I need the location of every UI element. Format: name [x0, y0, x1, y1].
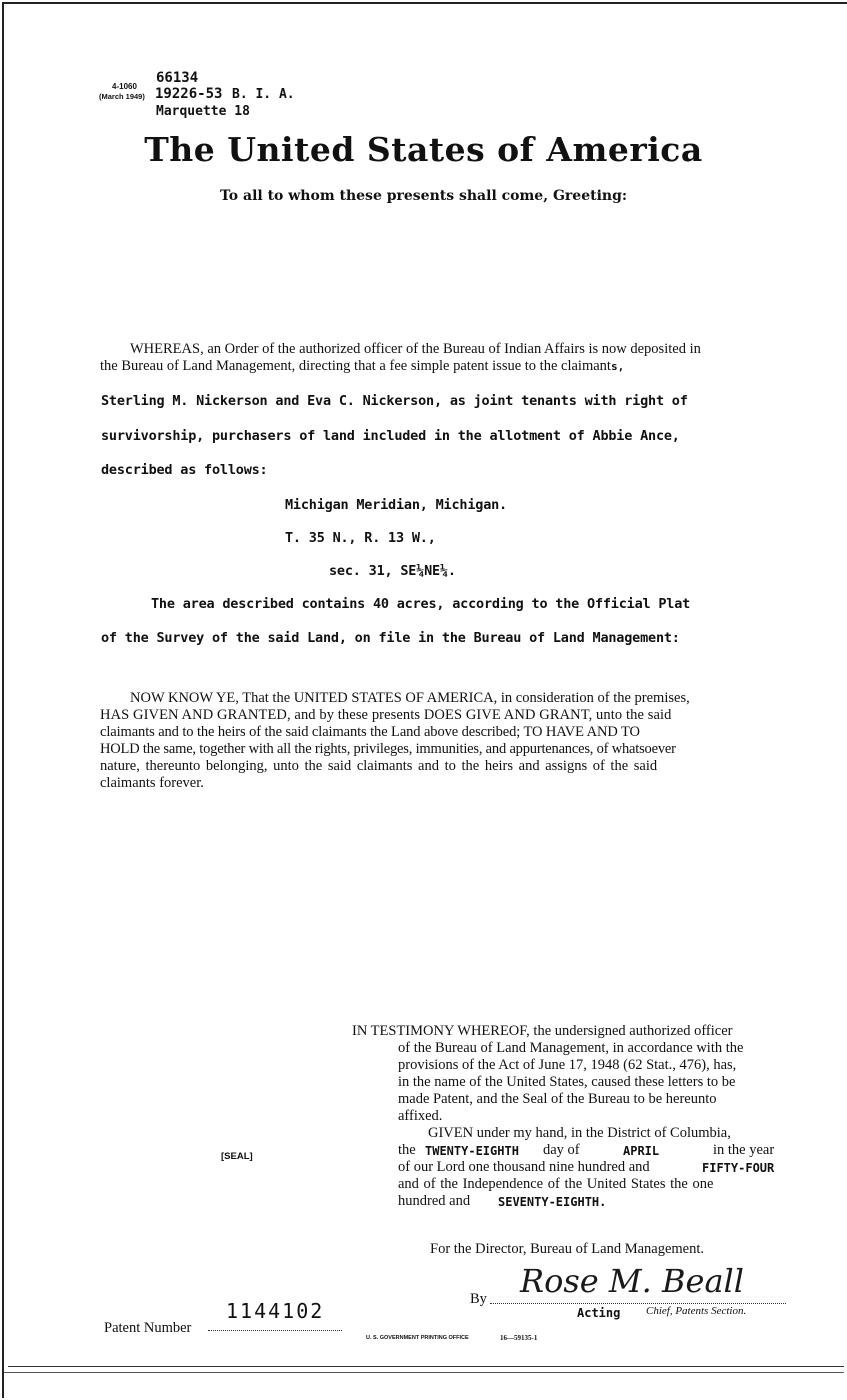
acting-typed: Acting — [577, 1306, 621, 1320]
area-line-2: of the Survey of the said Land, on file in the Bureau of Land Management: — [101, 630, 680, 646]
given-independence: SEVENTY-EIGHTH. — [498, 1195, 607, 1209]
document-title: The United States of America — [144, 130, 703, 169]
file-number-top: 66134 — [156, 70, 199, 86]
testimony-line-2: of the Bureau of Land Management, in accordance with the — [398, 1040, 744, 1056]
for-director: For the Director, Bureau of Land Management. — [430, 1241, 705, 1257]
file-number: 19226-53 — [155, 86, 223, 102]
page-border-bottom-2 — [4, 1372, 844, 1373]
signer-title: Chief, Patents Section. — [646, 1305, 747, 1317]
given-line-3-text: of our Lord one thousand nine hundred and — [398, 1159, 650, 1175]
given-year: FIFTY-FOUR — [702, 1161, 775, 1175]
grant-line-4: HOLD the same, together with all the rights, privileges, immunities, and appurtenances, of whatsoever — [100, 741, 676, 757]
by-label: By — [470, 1291, 487, 1307]
given-line-4: and of the Independence of the United States the one — [398, 1176, 714, 1192]
grant-line-1: NOW KNOW YE, That the UNITED STATES OF AMERICA, in consideration of the premises, — [130, 690, 690, 706]
signature-line — [490, 1303, 786, 1304]
given-line-1: GIVEN under my hand, in the District of Columbia, — [428, 1125, 731, 1141]
testimony-line-4: in the name of the United States, caused these letters to be — [398, 1074, 736, 1090]
grant-line-6: claimants forever. — [100, 775, 204, 791]
given-line-5-text: hundred and — [398, 1193, 471, 1209]
whereas-line-2-suffix: s, — [610, 360, 625, 373]
print-code: 16—59135-1 — [500, 1334, 538, 1342]
testimony-line-3: provisions of the Act of June 17, 1948 (62 Stat., 476), has, — [398, 1057, 737, 1073]
printing-office: U. S. GOVERNMENT PRINTING OFFICE — [366, 1335, 469, 1341]
agency-abbrev: B. I. A. — [232, 87, 295, 102]
whereas-line-2-text: the Bureau of Land Management, directing that a fee simple patent issue to the claimant — [100, 358, 611, 374]
given-in-the-year: in the year — [713, 1142, 775, 1158]
grant-line-3: claimants and to the heirs of the said claimants the Land above described; TO HAVE AND TO — [100, 724, 640, 740]
claimants-line-2: survivorship, purchasers of land included in the allotment of Abbie Ance, — [101, 428, 680, 444]
given-month: APRIL — [623, 1144, 660, 1158]
land-section: sec. 31, SE¼NE¼. — [329, 563, 456, 579]
whereas-line-2 — [100, 358, 624, 375]
patent-number-label: Patent Number — [104, 1320, 192, 1336]
signature: Rose M. Beall — [520, 1262, 744, 1300]
area-line-1: The area described contains 40 acres, according to the Official Plat — [151, 596, 691, 612]
land-meridian: Michigan Meridian, Michigan. — [285, 497, 507, 513]
patent-number-line — [208, 1330, 342, 1331]
given-line-5 — [398, 1193, 788, 1210]
patent-number: 1144102 — [226, 1299, 325, 1323]
given-day: TWENTY-EIGHTH — [425, 1144, 519, 1158]
testimony-line-6: affixed. — [398, 1108, 443, 1124]
land-township: T. 35 N., R. 13 W., — [285, 530, 436, 546]
given-the: the — [398, 1142, 416, 1158]
given-line-2 — [398, 1142, 788, 1159]
form-date: (March 1949) — [99, 92, 145, 101]
seal-label: [SEAL] — [221, 1151, 253, 1162]
testimony-line-5: made Patent, and the Seal of the Bureau to be hereunto — [398, 1091, 717, 1107]
page-border-top — [2, 2, 847, 4]
given-day-of: day of — [543, 1142, 580, 1158]
greeting: To all to whom these presents shall come, Greeting: — [219, 188, 628, 204]
page-border-bottom — [8, 1366, 844, 1367]
given-line-3 — [398, 1159, 788, 1176]
page-border-left — [2, 2, 4, 1398]
claimants-line-3: described as follows: — [101, 462, 268, 478]
claimants-line-1: Sterling M. Nickerson and Eva C. Nickerson, as joint tenants with right of — [101, 393, 688, 409]
office-name: Marquette 18 — [156, 104, 250, 119]
grant-line-5: nature, thereunto belonging, unto the said claimants and to the heirs and assigns of the said — [100, 758, 658, 774]
testimony-line-1: IN TESTIMONY WHEREOF, the undersigned authorized officer — [352, 1023, 733, 1039]
whereas-line-1: WHEREAS, an Order of the authorized officer of the Bureau of Indian Affairs is now deposited in — [130, 341, 701, 357]
grant-line-2: HAS GIVEN AND GRANTED, and by these presents DOES GIVE AND GRANT, unto the said — [100, 707, 672, 723]
form-number: 4-1060 — [112, 82, 137, 91]
